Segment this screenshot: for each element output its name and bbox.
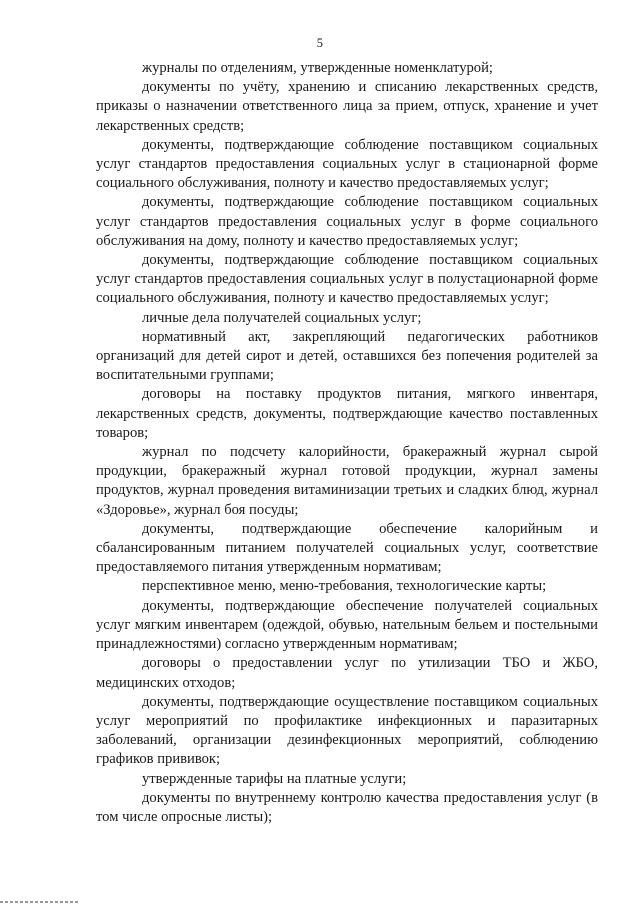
paragraph-home-service-standards: документы, подтверждающие соблюдение поставщиком социальных услуг стандартов предоставления социальных услуг в форме социального обслуживания на дому, полноту и качество предоставляемых услуг; <box>96 194 598 249</box>
paragraph-menu: перспективное меню, меню-требования, технологические карты; <box>142 578 547 595</box>
paragraph-nutrition-documents: документы, подтверждающие обеспечение калорийным и сбалансированным питанием получателей социальных услуг, соответствие предоставляемого питания утвержденным нормативам; <box>96 520 598 576</box>
paragraph-supply-contracts: договоры на поставку продуктов питания, мягкого инвентаря, лекарственных средств, документы, подтверждающие качество поставленных товаров; <box>96 386 598 441</box>
paragraph-educators-act: нормативный акт, закрепляющий педагогических работников организаций для детей сирот и детей, оставшихся без попечения родителей за воспитательными группами; <box>96 328 598 384</box>
footer-divider <box>0 901 80 903</box>
page-number: 5 <box>316 36 324 50</box>
paragraph-paid-services-tariffs: утвержденные тарифы на платные услуги; <box>142 770 407 787</box>
paragraph-infection-prevention: документы, подтверждающие осуществление поставщиком социальных услуг мероприятий по профилактике инфекционных и паразитарных заболеваний, организации дезинфекционных мероприятий, соблюдению графиков прививок; <box>96 693 598 768</box>
paragraph-soft-inventory: документы, подтверждающие обеспечение получателей социальных услуг мягким инвентарем (одеждой, обувью, нательным бельем и постельными принадлежностями) согласно утвержденным нормативам; <box>96 597 598 653</box>
paragraph-ward-journals: журналы по отделениям, утвержденные номенклатурой; <box>142 60 493 76</box>
paragraph-medicines-accounting: документы по учёту, хранению и списанию лекарственных средств, приказы о назначении ответственного лица за прием, отпуск, хранение и учет лекарственных средств; <box>96 79 598 134</box>
paragraph-kitchen-journals: журнал по подсчету калорийности, бракеражный журнал сырой продукции, бракеражный журнал готовой продукции, журнал замены продуктов, журнал проведения витаминизации третьих и сладких блюд, журнал «Здоровье», журнал боя посуды; <box>96 444 598 518</box>
paragraph-personal-files: личные дела получателей социальных услуг; <box>142 309 422 326</box>
document-body <box>96 59 598 827</box>
paragraph-semi-inpatient-standards: документы, подтверждающие соблюдение поставщиком социальных услуг стандартов предоставления социальных услуг в полустационарной форме социального обслуживания, полноту и качество предоставляемых услуг; <box>96 252 598 307</box>
paragraph-inpatient-standards: документы, подтверждающие соблюдение поставщиком социальных услуг стандартов предоставления социальных услуг в стационарной форме социального обслуживания, полноту и качество предоставляемых услуг; <box>96 136 598 192</box>
paragraph-waste-disposal: договоры о предоставлении услуг по утилизации ТБО и ЖБО, медицинских отходов; <box>96 655 598 691</box>
paragraph-internal-quality-control: документы по внутреннему контролю качества предоставления услуг (в том числе опросные листы); <box>96 789 598 825</box>
